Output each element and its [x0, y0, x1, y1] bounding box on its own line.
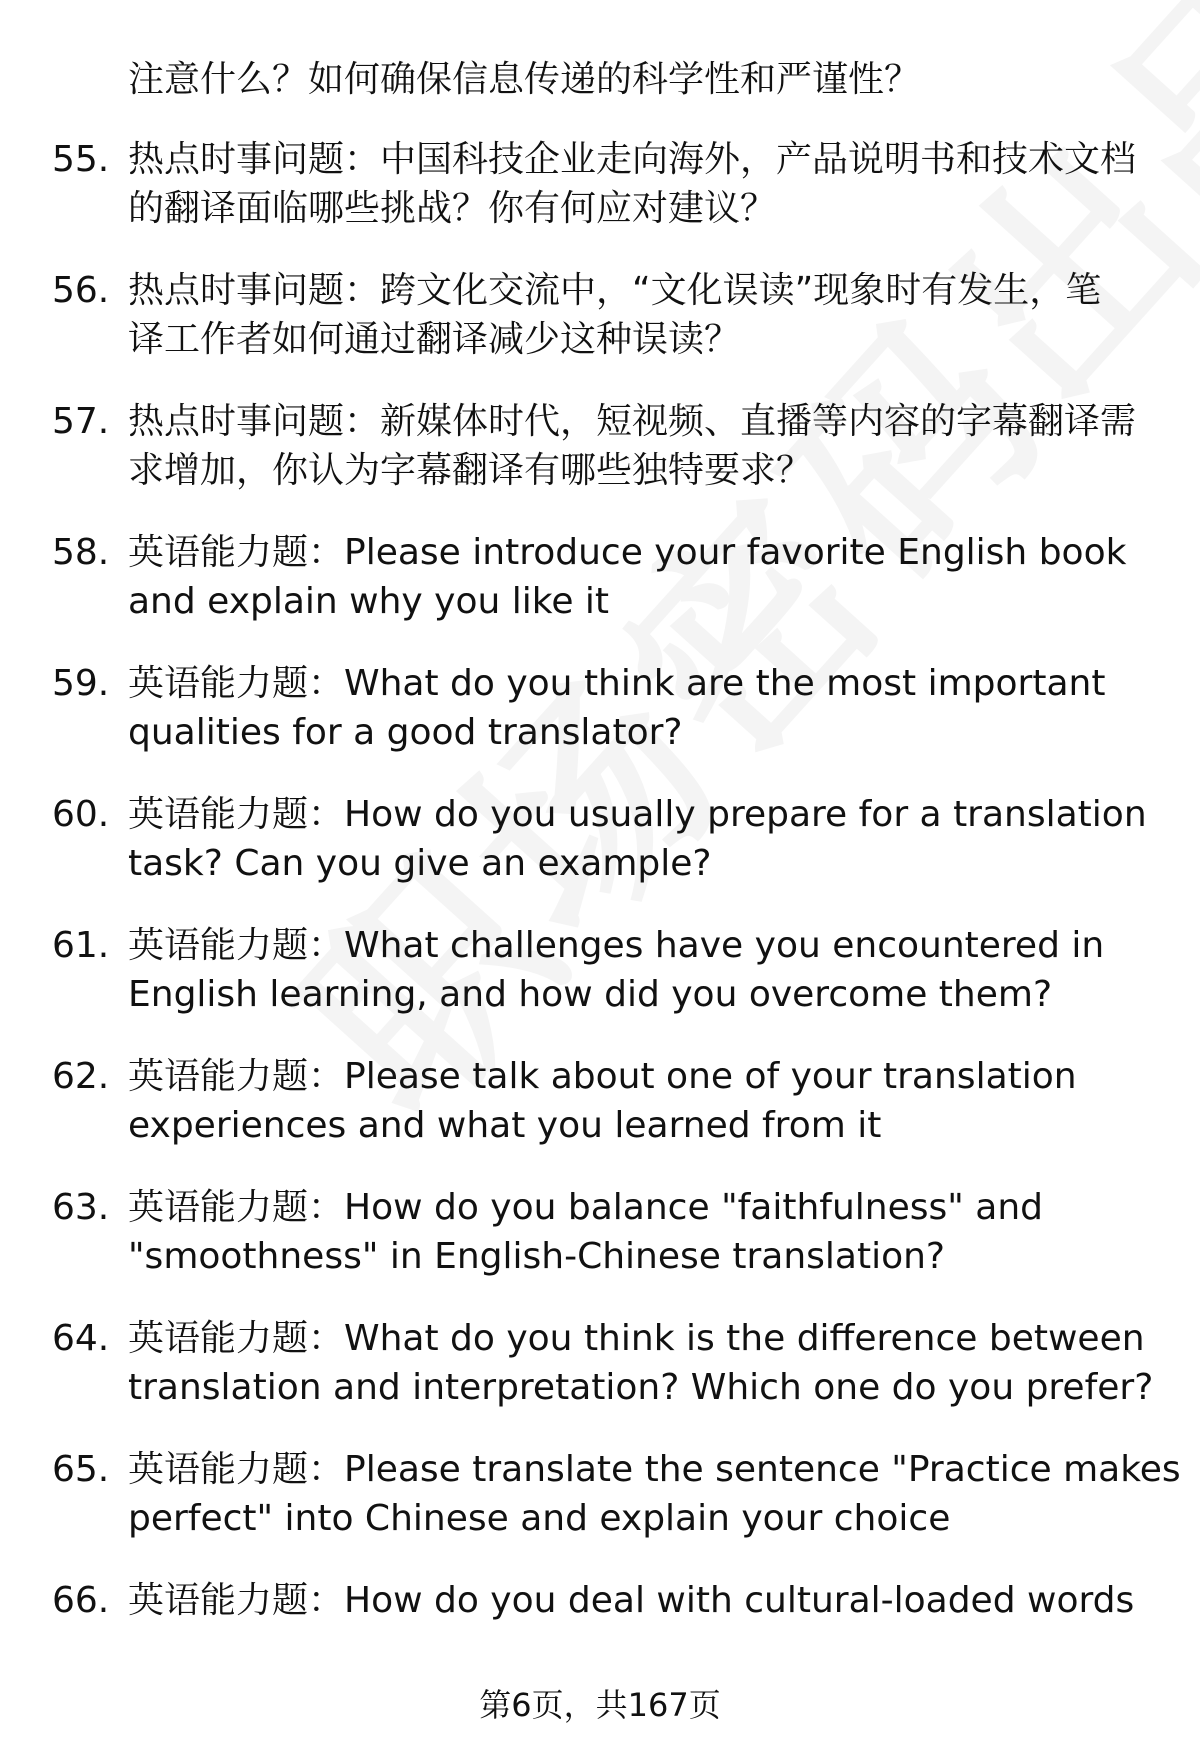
- question-item: [0, 921, 1200, 1019]
- question-item: [0, 659, 1200, 757]
- question-number: 65.: [52, 1449, 110, 1490]
- question-number: 57.: [52, 401, 110, 442]
- question-number: 59.: [52, 663, 110, 704]
- question-list: [0, 135, 1200, 1707]
- question-text-line: 英语能力题：How do you usually prepare for a translation: [128, 794, 1147, 835]
- question-text-line: task? Can you give an example?: [128, 843, 712, 884]
- question-text: [128, 135, 1148, 233]
- question-text-line: English learning, and how did you overcome them?: [128, 974, 1053, 1015]
- question-text-line: 英语能力题：Please translate the sentence "Practice makes: [128, 1449, 1181, 1490]
- question-text-line: 的翻译面临哪些挑战？你有何应对建议？: [128, 188, 777, 229]
- question-item: [0, 135, 1200, 233]
- question-number: 63.: [52, 1187, 110, 1228]
- question-text-line: "smoothness" in English-Chinese translation?: [128, 1236, 946, 1277]
- question-text-line: 英语能力题：What do you think are the most important: [128, 663, 1106, 704]
- question-number: 58.: [52, 532, 110, 573]
- question-number: 62.: [52, 1056, 110, 1097]
- question-item: [0, 397, 1200, 495]
- question-text-line: experiences and what you learned from it: [128, 1105, 882, 1146]
- continued-question-line: 注意什么？如何确保信息传递的科学性和严谨性？: [128, 59, 921, 100]
- question-number: 60.: [52, 794, 110, 835]
- question-item: [0, 1314, 1200, 1412]
- question-number: 56.: [52, 270, 110, 311]
- question-text: [128, 1314, 1154, 1412]
- question-text: [128, 266, 1148, 364]
- question-item: [0, 1445, 1200, 1543]
- question-text: [128, 1183, 1148, 1281]
- question-number: 61.: [52, 925, 110, 966]
- question-text: [128, 1445, 1181, 1543]
- question-text-line: 热点时事问题：中国科技企业走向海外，产品说明书和技术文档: [128, 139, 1137, 180]
- question-number: 64.: [52, 1318, 110, 1359]
- question-text-line: translation and interpretation? Which one do you prefer?: [128, 1367, 1154, 1408]
- question-text: [128, 659, 1148, 757]
- question-text-line: 英语能力题：How do you balance "faithfulness" and: [128, 1187, 1043, 1228]
- question-item: [0, 1576, 1200, 1674]
- question-item: [0, 1052, 1200, 1150]
- question-item: [0, 528, 1200, 626]
- question-number: 66.: [52, 1580, 110, 1621]
- question-text-line: 英语能力题：Please talk about one of your translation: [128, 1056, 1077, 1097]
- question-text-line: and explain why you like it: [128, 581, 610, 622]
- question-text: [128, 790, 1148, 888]
- question-text-line: 英语能力题：What challenges have you encountered in: [128, 925, 1105, 966]
- question-text: [128, 921, 1148, 1019]
- question-text-line: perfect" into Chinese and explain your choice: [128, 1498, 951, 1539]
- question-item: [0, 1183, 1200, 1281]
- question-text: [128, 1576, 1148, 1625]
- question-text-line: 英语能力题：Please introduce your favorite English book: [128, 532, 1127, 573]
- question-text-line: 英语能力题：How do you deal with cultural-loaded words: [128, 1580, 1135, 1621]
- question-text-line: qualities for a good translator?: [128, 712, 683, 753]
- question-text-line: 热点时事问题：新媒体时代，短视频、直播等内容的字幕翻译需: [128, 401, 1137, 442]
- question-text-line: 热点时事问题：跨文化交流中，“文化误读”现象时有发生，笔: [128, 270, 1102, 311]
- question-text: [128, 528, 1148, 626]
- question-text-line: 求增加，你认为字幕翻译有哪些独特要求？: [128, 450, 813, 491]
- page-footer: 第6页，共167页: [479, 1686, 721, 1724]
- question-number: 55.: [52, 139, 110, 180]
- question-item: [0, 790, 1200, 888]
- question-text-line: 英语能力题：What do you think is the difference between: [128, 1318, 1145, 1359]
- question-text: [128, 1052, 1148, 1150]
- question-text-line: 译工作者如何通过翻译减少这种误读？: [128, 319, 741, 360]
- question-text: [128, 397, 1148, 495]
- question-item: [0, 266, 1200, 364]
